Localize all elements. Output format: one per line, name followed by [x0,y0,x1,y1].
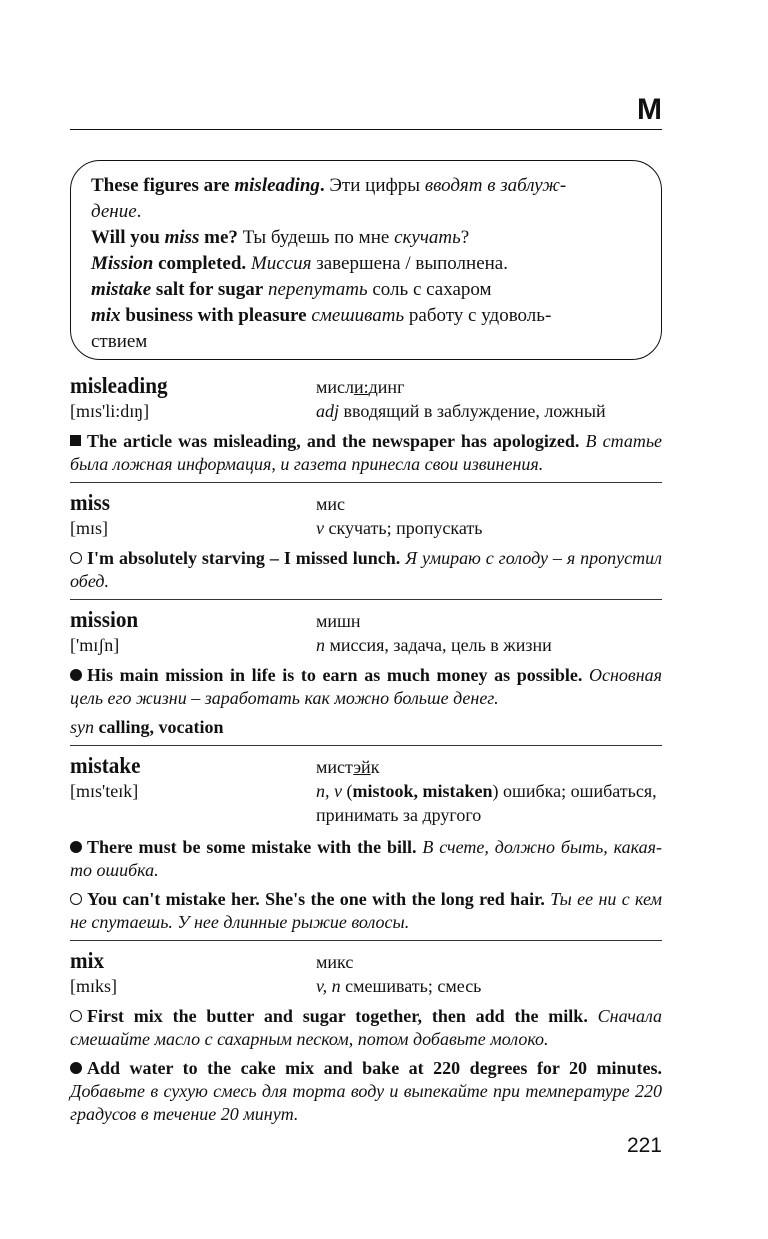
russian-pronunciation [316,950,353,974]
entry-separator [70,599,662,600]
part-of-speech: n, v [316,781,342,801]
phrase-fragment: miss [164,227,200,248]
phrase-fragment: ствием [91,331,148,352]
usage-example [70,1005,662,1051]
usage-example [70,430,662,476]
example-english: His main mission in life is to earn as much money as possible. [87,665,583,685]
pronunciation-part: динг [368,377,405,397]
usage-example [70,1057,662,1126]
grammar-forms: mistook, mistaken [352,781,493,801]
phrase-fragment: Ты будешь по мне [237,227,395,248]
part-of-speech: v, n [316,976,341,996]
phrase-fragment: соль с сахаром [367,279,492,300]
definition: n, v (mistook, mistaken) ошибка; ошибаться, принимать за другого [316,781,657,825]
filled-circle-icon [70,1062,82,1074]
phrase-fragment: mistake [91,279,152,300]
phrase-fragment: completed. [153,253,247,274]
phrase-fragment: смешивать [311,305,405,326]
definition [316,399,662,423]
example-english: Add water to the cake mix and bake at 220 degrees for 20 minutes. [87,1058,662,1078]
entry-header [70,489,662,541]
synonyms [70,716,662,739]
phrase-fragment: дение [91,201,137,222]
example-english: The article was misleading, and the newspaper has apologized. [87,431,580,451]
usage-example [70,664,662,710]
russian-pronunciation [316,375,404,399]
phrase-fragment: salt for sugar [151,279,264,300]
phrase-fragment: Миссия [250,253,312,274]
russian-pronunciation [316,492,345,516]
pronunciation-part: мишн [316,611,361,631]
russian-pronunciation [316,755,379,779]
part-of-speech: adj [316,401,340,421]
usage-example [70,836,662,882]
phrase-box-line [91,303,641,329]
phrase-fragment: Will you [91,227,165,248]
entry-header [70,372,662,424]
example-russian: Я умираю с голоду – я пропустил обед. [70,548,663,591]
phrase-fragment: These figures are [91,175,235,196]
definition-text: ошибка; ошибаться, принимать за другого [316,781,657,825]
phrase-fragment: me? [199,227,238,248]
square-bullet-icon [70,435,81,446]
phrase-box-line [91,173,641,199]
dictionary-entry [70,606,662,746]
definition-text: смешивать; смесь [340,976,482,996]
dictionary-entry [70,947,662,1126]
phrase-box-line [91,225,641,251]
ipa-transcription: [mɪs] [70,518,108,538]
ipa-transcription: [mɪs'teɪk] [70,781,139,801]
headword: misleading [70,373,168,398]
pronunciation-part: мисл [316,377,354,397]
phrase-fragment: business with pleasure [120,305,307,326]
phrase-box-line [91,251,641,277]
example-russian: Добавьте в сухую смесь для торта воду и выпекайте при температуре 220 градусов в течение 20 минут. [70,1081,662,1124]
entry-separator [70,940,662,941]
example-english: I'm absolutely starving – I missed lunch. [87,548,401,568]
page-number: 221 [626,1134,662,1157]
synonyms-words: calling, vocation [98,717,224,737]
headword: mistake [70,753,141,778]
phrase-box [70,160,662,360]
phrase-fragment: перепутать [267,279,368,300]
headword: mission [70,607,139,632]
phrase-box-line [91,329,641,355]
usage-example [70,547,662,593]
definition-text: вводящий в заблуждение, ложный [339,401,606,421]
example-english: You can't mistake her. She's the one with the long red hair. [87,889,545,909]
headword: mix [70,948,105,973]
entry-header [70,606,662,658]
pronunciation-part: мис [316,494,346,514]
entry-separator [70,745,662,746]
synonyms-label: syn [70,717,94,737]
definition [316,516,662,540]
filled-circle-icon [70,841,82,853]
russian-pronunciation [316,609,361,633]
phrase-fragment: mix [91,305,121,326]
definition [316,633,662,657]
example-russian: В статье была ложная информация, и газета принесла свои извинения. [70,431,663,474]
empty-circle-icon [70,893,82,905]
definition [316,974,662,998]
example-russian: Ты ее ни с кем не спутаешь. У нее длинные рыжие волосы. [70,889,663,932]
dictionary-entry [70,752,662,941]
filled-circle-icon [70,669,82,681]
ipa-transcription: ['mɪʃn] [70,635,120,655]
usage-example [70,888,662,934]
section-letter: M [637,93,662,126]
phrase-fragment: работу с удоволь- [404,305,552,326]
part-of-speech: n [316,635,325,655]
entry-header [70,947,662,999]
stressed-syllable: и: [354,377,369,397]
ipa-transcription: [mɪs'li:dɪŋ] [70,401,150,421]
part-of-speech: v [316,518,324,538]
phrase-fragment: скучать [394,227,461,248]
header-rule [70,129,662,130]
example-russian: Основная цель его жизни – заработать как можно больше денег. [70,665,663,708]
phrase-fragment: misleading [234,175,320,196]
phrase-fragment: вводят в заблуж- [424,175,567,196]
entry-separator [70,482,662,483]
dictionary-entry [70,489,662,600]
phrase-fragment: . [319,175,330,196]
example-russian: В счете, должно быть, какая-то ошибка. [70,837,662,880]
example-english: First mix the butter and sugar together, then add the milk. [87,1006,588,1026]
empty-circle-icon [70,1010,82,1022]
entry-header [70,752,662,830]
phrase-fragment: Mission [91,253,154,274]
ipa-transcription: [mɪks] [70,976,117,996]
stressed-syllable: эй [353,757,371,777]
definition-text: миссия, задача, цель в жизни [325,635,552,655]
phrase-fragment: завершена / выполнена. [311,253,508,274]
pronunciation-part: мист [316,757,354,777]
phrase-fragment: ? [460,227,470,248]
example-russian: Сначала смешайте масло с сахарным песком, потом добавьте молоко. [70,1006,663,1049]
phrase-box-line [91,199,641,225]
headword: miss [70,490,110,515]
entries-list [70,372,662,1126]
definition-text: скучать; пропускать [324,518,483,538]
pronunciation-part: к [370,757,380,777]
empty-circle-icon [70,552,82,564]
phrase-box-line [91,277,641,303]
example-english: There must be some mistake with the bill. [87,837,417,857]
phrase-fragment: Эти цифры [329,175,425,196]
phrase-fragment: . [136,201,142,222]
dictionary-entry [70,372,662,483]
pronunciation-part: микс [316,952,354,972]
